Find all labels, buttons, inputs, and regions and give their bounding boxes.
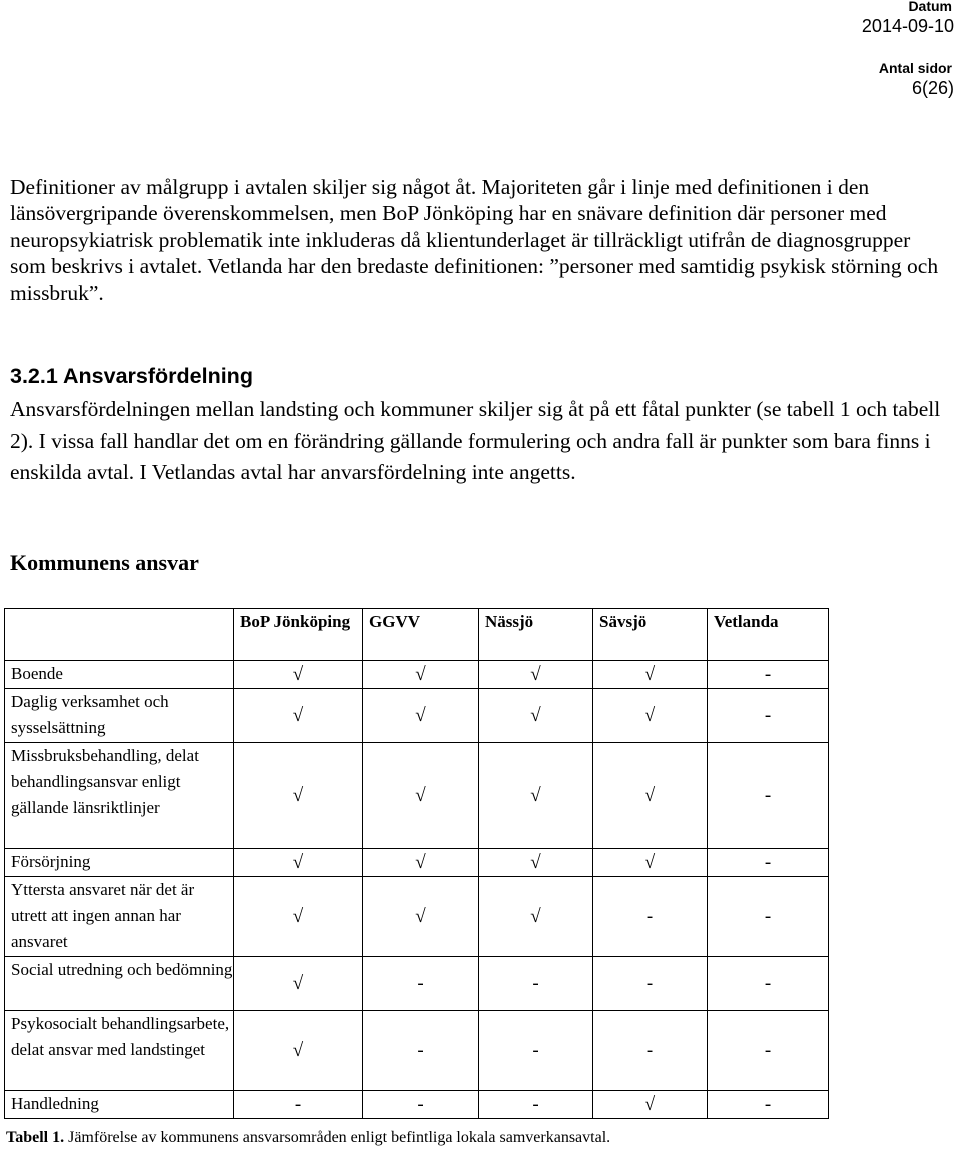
check-cell: √ [234, 849, 363, 877]
antal-sidor-label: Antal sidor [878, 60, 952, 76]
check-cell: √ [479, 877, 593, 957]
check-cell: √ [363, 661, 479, 689]
row-label: Psykosocialt behandlingsarbete, delat ansvar med landstinget [5, 1011, 234, 1091]
check-cell: - [593, 1011, 708, 1091]
responsibility-table [4, 608, 829, 1119]
antal-sidor-value: 6(26) [911, 78, 954, 98]
row-label: Missbruksbehandling, delat behandlingsansvar enligt gällande länsriktlinjer [5, 743, 234, 849]
check-cell: √ [593, 661, 708, 689]
table-title: Kommunens ansvar [10, 550, 199, 575]
check-cell: √ [363, 743, 479, 849]
check-cell: √ [479, 849, 593, 877]
check-cell: √ [234, 689, 363, 743]
column-header [5, 609, 234, 661]
check-cell: √ [593, 743, 708, 849]
check-cell: √ [593, 849, 708, 877]
check-cell: √ [234, 877, 363, 957]
check-cell: √ [363, 689, 479, 743]
row-label: Boende [5, 661, 234, 689]
check-cell: - [708, 661, 829, 689]
column-header: Nässjö [479, 609, 593, 661]
check-cell: - [479, 957, 593, 1011]
check-cell: - [708, 1091, 829, 1119]
check-cell: - [708, 689, 829, 743]
check-cell: √ [479, 743, 593, 849]
check-cell: - [593, 877, 708, 957]
check-cell: √ [234, 957, 363, 1011]
check-cell: √ [363, 877, 479, 957]
check-cell: √ [234, 743, 363, 849]
check-cell: - [363, 957, 479, 1011]
row-label: Daglig verksamhet och sysselsättning [5, 689, 234, 743]
paragraph-definitions: Definitioner av målgrupp i avtalen skiljer sig något åt. Majoriteten går i linje med definitionen i den länsövergripande överenskommelsen, men BoP Jönköping har en snävare definition där personer med neuropsykiatrisk problematik inte inkluderas då klientunderlaget är tillräckligt utifrån de diagnosgrupper som beskrivs i avtalet. Vetlanda har den bredaste definitionen: ”personer med samtidig psykisk störning och missbruk”. [10, 175, 939, 305]
column-header: BoP Jönköping [234, 609, 363, 661]
column-header: Vetlanda [708, 609, 829, 661]
check-cell: - [363, 1091, 479, 1119]
table-row [5, 1091, 829, 1119]
datum-label: Datum [908, 0, 952, 14]
table-row [5, 957, 829, 1011]
check-cell: √ [479, 661, 593, 689]
caption-label: Tabell 1. [6, 1129, 65, 1146]
check-cell: √ [234, 661, 363, 689]
table-row [5, 1011, 829, 1091]
check-cell: √ [593, 689, 708, 743]
table-row [5, 661, 829, 689]
row-label: Yttersta ansvaret när det är utrett att ingen annan har ansvaret [5, 877, 234, 957]
check-cell: √ [593, 1091, 708, 1119]
column-header: GGVV [363, 609, 479, 661]
check-cell: √ [479, 689, 593, 743]
check-cell: - [708, 849, 829, 877]
table-row [5, 689, 829, 743]
table-row [5, 743, 829, 849]
table-row [5, 849, 829, 877]
check-cell: - [708, 1011, 829, 1091]
table-caption [6, 1129, 610, 1147]
paragraph-ansvarsfordelning: Ansvarsfördelningen mellan landsting och kommuner skiljer sig åt på ett fåtal punkter (se tabell 1 och tabell 2). I vissa fall handlar det om en förändring gällande formulering och andra fall är punkter som bara finns i enskilda avtal. I Vetlandas avtal har anvarsfördelning inte angetts. [10, 397, 941, 484]
table-header-row [5, 609, 829, 661]
check-cell: - [708, 743, 829, 849]
check-cell: - [479, 1011, 593, 1091]
check-cell: - [708, 877, 829, 957]
row-label: Handledning [5, 1091, 234, 1119]
row-label: Social utredning och bedömning [5, 957, 234, 1011]
check-cell: √ [234, 1011, 363, 1091]
table-row [5, 877, 829, 957]
check-cell: - [479, 1091, 593, 1119]
check-cell: - [234, 1091, 363, 1119]
column-header: Sävsjö [593, 609, 708, 661]
check-cell: - [363, 1011, 479, 1091]
check-cell: - [593, 957, 708, 1011]
row-label: Försörjning [5, 849, 234, 877]
check-cell: √ [363, 849, 479, 877]
section-heading: 3.2.1 Ansvarsfördelning [10, 364, 253, 388]
datum-value: 2014-09-10 [861, 16, 954, 36]
caption-text: Jämförelse av kommunens ansvarsområden enligt befintliga lokala samverkansavtal. [64, 1129, 611, 1146]
check-cell: - [708, 957, 829, 1011]
